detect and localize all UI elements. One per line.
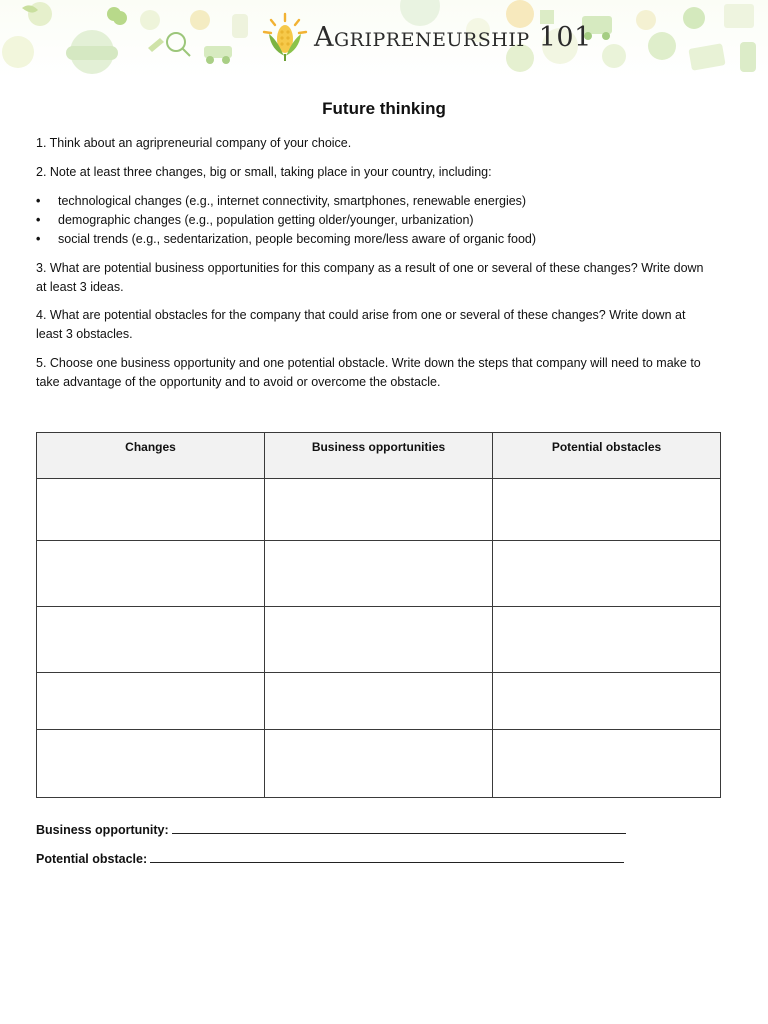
column-header-changes: Changes xyxy=(37,433,265,479)
bullet-icon: • xyxy=(36,194,41,208)
table-cell[interactable] xyxy=(37,479,265,541)
page-title: Future thinking xyxy=(322,99,446,118)
column-header-business-opportunities: Business opportunities xyxy=(265,433,493,479)
bullet-text: demographic changes (e.g., population getting older/younger, urbanization) xyxy=(58,213,474,227)
worksheet-table xyxy=(36,432,721,798)
question-3 xyxy=(36,259,728,296)
potential-obstacle-row xyxy=(36,850,624,868)
table-cell[interactable] xyxy=(37,607,265,673)
question-4-line-1: 4. What are potential obstacles for the company that could arise from one or several of these changes? Write down at xyxy=(36,308,686,322)
question-3-line-2: at least 3 ideas. xyxy=(36,279,124,294)
bullet-icon: • xyxy=(36,213,41,227)
business-opportunity-label: Business opportunity: xyxy=(36,823,169,837)
table-cell[interactable] xyxy=(265,479,493,541)
question-4 xyxy=(36,306,728,343)
table-cell[interactable] xyxy=(493,730,721,798)
brand xyxy=(262,10,592,64)
table-cell[interactable] xyxy=(493,541,721,607)
brand-title: Agripreneurship 101 xyxy=(314,21,592,53)
question-4-line-2: least 3 obstacles. xyxy=(36,326,133,341)
bullet-icon: • xyxy=(36,232,41,246)
potential-obstacle-blank[interactable] xyxy=(150,852,624,863)
step-1-text: 1. Think about an agripreneurial company of your choice. xyxy=(36,136,352,150)
question-3-line-1: 3. What are potential business opportunities for this company as a result of one or several of these changes? Write down xyxy=(36,261,704,275)
question-5 xyxy=(36,354,728,391)
table-row xyxy=(37,541,721,607)
table-row xyxy=(37,607,721,673)
column-header-potential-obstacles: Potential obstacles xyxy=(493,433,721,479)
table-cell[interactable] xyxy=(265,673,493,730)
bullet-text: technological changes (e.g., internet connectivity, smartphones, renewable energies) xyxy=(58,194,527,208)
table-cell[interactable] xyxy=(265,541,493,607)
bullet-text: social trends (e.g., sedentarization, people becoming more/less aware of organic food) xyxy=(58,232,537,246)
business-opportunity-blank[interactable] xyxy=(172,823,626,834)
table-cell[interactable] xyxy=(37,541,265,607)
business-opportunity-row xyxy=(36,821,626,839)
header-banner xyxy=(0,0,768,78)
question-5-line-2: take advantage of the opportunity and to avoid or overcome the obstacle. xyxy=(36,374,441,389)
table-cell[interactable] xyxy=(493,479,721,541)
table-header-row xyxy=(37,433,721,479)
table-cell[interactable] xyxy=(493,673,721,730)
table-cell[interactable] xyxy=(265,730,493,798)
question-5-line-1: 5. Choose one business opportunity and one potential obstacle. Write down the steps that company will need to make to xyxy=(36,356,701,370)
table-cell[interactable] xyxy=(37,673,265,730)
table-row xyxy=(37,673,721,730)
table-cell[interactable] xyxy=(493,607,721,673)
table-cell[interactable] xyxy=(37,730,265,798)
potential-obstacle-label: Potential obstacle: xyxy=(36,852,148,866)
table-row xyxy=(37,730,721,798)
table-row xyxy=(37,479,721,541)
corn-sun-logo-icon xyxy=(262,12,308,62)
step-2-text: 2. Note at least three changes, big or small, taking place in your country, including: xyxy=(36,165,492,179)
table-cell[interactable] xyxy=(265,607,493,673)
